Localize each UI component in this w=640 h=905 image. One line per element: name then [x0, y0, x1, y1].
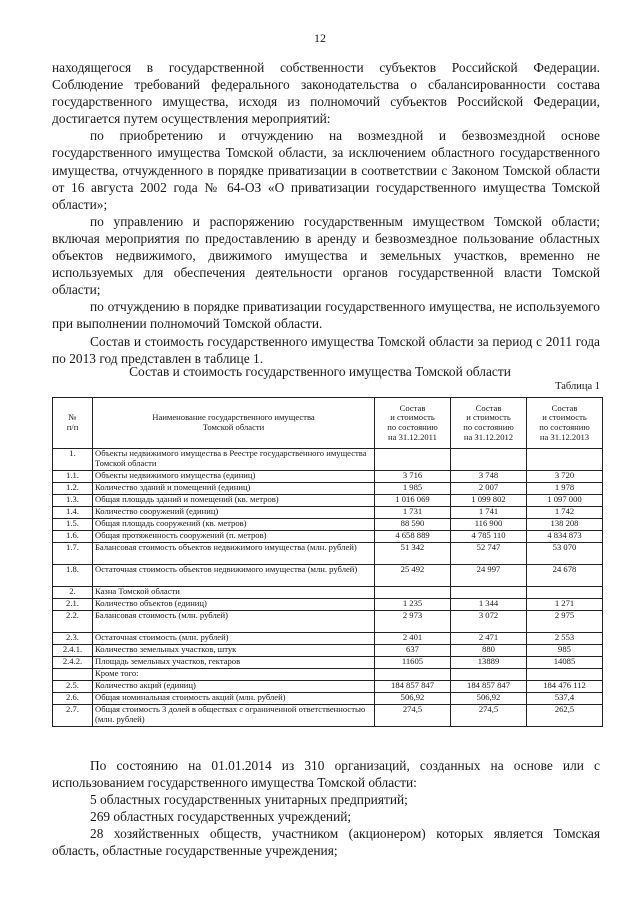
value-2012: 1 099 802: [451, 495, 527, 507]
paragraph-5: Состав и стоимость государственного имущества Томской области за период с 2011 года по 2013 год представлен в таблице 1.: [52, 333, 600, 366]
table-row: [53, 705, 603, 727]
header-2013: Состав и стоимость по состоянию на 31.12.2013: [527, 398, 603, 449]
value-2012: 274,5: [451, 705, 527, 727]
paragraph-3: по управлению и распоряжению государственным имуществом Томской области; включая мероприятия по предоставлению в аренду и безвозмездное пользование областных объектов недвижимого, движимого имущества и земельных участков, временно не используемых для обеспечения деятельности органов государственной власти Томской области;: [52, 213, 600, 298]
value-2012: 3 072: [451, 611, 527, 633]
row-number: 1.1.: [53, 471, 93, 483]
value-2012: 1 741: [451, 507, 527, 519]
table-row: [53, 669, 603, 681]
table-row: [53, 565, 603, 587]
row-name: Балансовая стоимость (млн. рублей): [93, 611, 375, 633]
value-2013: 1 742: [527, 507, 603, 519]
row-name: Казна Томской области: [93, 587, 375, 599]
table-label: Таблица 1: [555, 381, 600, 392]
row-name: Остаточная стоимость (млн. рублей): [93, 633, 375, 645]
value-2011: 637: [375, 645, 451, 657]
row-number: 1.5.: [53, 519, 93, 531]
value-2011: [375, 669, 451, 681]
value-2012: 4 785 110: [451, 531, 527, 543]
row-number: 1.4.: [53, 507, 93, 519]
row-name: Количество земельных участков, штук: [93, 645, 375, 657]
table-row: [53, 507, 603, 519]
row-name: Общая площадь зданий и помещений (кв. метров): [93, 495, 375, 507]
header-2012: Состав и стоимость по состоянию на 31.12.2012: [451, 398, 527, 449]
value-2012: [451, 449, 527, 471]
table-row: [53, 633, 603, 645]
row-name: Объекты недвижимого имущества в Реестре государственного имущества Томской области: [93, 449, 375, 471]
value-2011: 4 658 889: [375, 531, 451, 543]
row-name: Общая стоимость 3 долей в обществах с ограниченной ответственностью (млн. рублей): [93, 705, 375, 727]
row-number: 2.4.2.: [53, 657, 93, 669]
table-row: [53, 495, 603, 507]
row-number: [53, 669, 93, 681]
value-2011: 184 857 847: [375, 681, 451, 693]
header-2011: Состав и стоимость по состоянию на 31.12.2011: [375, 398, 451, 449]
value-2013: 138 208: [527, 519, 603, 531]
value-2011: [375, 587, 451, 599]
value-2011: 1 985: [375, 483, 451, 495]
value-2012: 116 900: [451, 519, 527, 531]
value-2011: 274,5: [375, 705, 451, 727]
page-number: 12: [314, 31, 326, 45]
property-table: [52, 397, 603, 727]
value-2013: 537,4: [527, 693, 603, 705]
value-2011: 2 973: [375, 611, 451, 633]
value-2013: 262,5: [527, 705, 603, 727]
value-2012: 52 747: [451, 543, 527, 565]
row-number: 1.: [53, 449, 93, 471]
row-name: Объекты недвижимого имущества (единиц): [93, 471, 375, 483]
value-2013: 2 553: [527, 633, 603, 645]
table-row: [53, 519, 603, 531]
value-2013: 53 070: [527, 543, 603, 565]
table-row: [53, 449, 603, 471]
value-2012: [451, 669, 527, 681]
value-2013: 2 975: [527, 611, 603, 633]
row-number: 2.5.: [53, 681, 93, 693]
row-number: 2.4.1.: [53, 645, 93, 657]
value-2012: 184 857 847: [451, 681, 527, 693]
value-2012: 880: [451, 645, 527, 657]
value-2013: 985: [527, 645, 603, 657]
table-row: [53, 483, 603, 495]
value-2013: 24 678: [527, 565, 603, 587]
value-2011: 11605: [375, 657, 451, 669]
value-2012: 13889: [451, 657, 527, 669]
paragraph-6: По состоянию на 01.01.2014 из 310 организаций, созданных на основе или с использованием государственного имущества Томской области:: [52, 758, 600, 791]
value-2013: [527, 669, 603, 681]
table-row: [53, 693, 603, 705]
value-2013: 14085: [527, 657, 603, 669]
paragraph-9: 28 хозяйственных обществ, участником (акционером) которых является Томская область, областные государственные учреждения;: [52, 826, 600, 859]
row-name: Количество акций (единиц): [93, 681, 375, 693]
value-2011: 25 492: [375, 565, 451, 587]
value-2012: 3 748: [451, 471, 527, 483]
row-number: 1.6.: [53, 531, 93, 543]
table-row: [53, 587, 603, 599]
value-2011: 1 016 069: [375, 495, 451, 507]
value-2011: 88 590: [375, 519, 451, 531]
row-number: 2.3.: [53, 633, 93, 645]
value-2012: [451, 587, 527, 599]
row-number: 1.3.: [53, 495, 93, 507]
row-number: 2.6.: [53, 693, 93, 705]
value-2011: 2 401: [375, 633, 451, 645]
row-number: 2.1.: [53, 599, 93, 611]
row-number: 1.7.: [53, 543, 93, 565]
value-2011: 51 342: [375, 543, 451, 565]
value-2013: 184 476 112: [527, 681, 603, 693]
table-row: [53, 543, 603, 565]
value-2013: 1 271: [527, 599, 603, 611]
paragraph-1: находящегося в государственной собственности субъектов Российской Федерации. Соблюдение требований федерального законодательства о сбалансированности состава государственного имущества, исходя из полномочий субъектов Российской Федерации, достигается путем осуществления мероприятий:: [52, 60, 600, 127]
row-name: Остаточная стоимость объектов недвижимого имущества (млн. рублей): [93, 565, 375, 587]
value-2011: 1 235: [375, 599, 451, 611]
row-name: Общая протяженность сооружений (п. метров): [93, 531, 375, 543]
row-name: Общая площадь сооружений (кв. метров): [93, 519, 375, 531]
table-row: [53, 657, 603, 669]
paragraph-7: 5 областных государственных унитарных предприятий;: [90, 792, 408, 808]
row-number: 1.8.: [53, 565, 93, 587]
value-2012: 24 997: [451, 565, 527, 587]
table-body: [53, 449, 603, 727]
value-2013: [527, 449, 603, 471]
table-row: [53, 471, 603, 483]
body-text: [52, 59, 600, 367]
paragraph-4: по отчуждению в порядке приватизации государственного имущества, не используемого при выполнении полномочий Томской области.: [52, 299, 600, 332]
value-2013: [527, 587, 603, 599]
table-row: [53, 681, 603, 693]
value-2011: 3 716: [375, 471, 451, 483]
table-row: [53, 611, 603, 633]
table-row: [53, 599, 603, 611]
value-2012: 2 471: [451, 633, 527, 645]
table-row: [53, 645, 603, 657]
row-name: Площадь земельных участков, гектаров: [93, 657, 375, 669]
row-name: Количество объектов (единиц): [93, 599, 375, 611]
header-name: Наименование государственного имущества Томской области: [93, 398, 375, 449]
header-num: № п/п: [53, 398, 93, 449]
value-2012: 506,92: [451, 693, 527, 705]
value-2012: 1 344: [451, 599, 527, 611]
value-2011: 1 731: [375, 507, 451, 519]
table-row: [53, 531, 603, 543]
value-2013: 1 097 000: [527, 495, 603, 507]
value-2013: 1 978: [527, 483, 603, 495]
value-2011: [375, 449, 451, 471]
row-number: 2.2.: [53, 611, 93, 633]
row-number: 2.7.: [53, 705, 93, 727]
table-header-row: [53, 398, 603, 449]
paragraph-2: по приобретению и отчуждению на возмездной и безвозмездной основе государственного имущества Томской области, за исключением областного государственного имущества, отчужденного в порядке приватизации в соответствии с Законом Томской области от 16 августа 2002 года № 64-ОЗ «О приватизации государственного имущества Томской области»;: [52, 128, 600, 212]
row-number: 1.2.: [53, 483, 93, 495]
row-name: Кроме того:: [93, 669, 375, 681]
paragraph-8: 269 областных государственных учреждений;: [90, 809, 352, 825]
row-name: Балансовая стоимость объектов недвижимого имущества (млн. рублей): [93, 543, 375, 565]
closing-text: [52, 757, 600, 860]
value-2013: 4 834 873: [527, 531, 603, 543]
row-name: Общая номинальная стоимость акций (млн. рублей): [93, 693, 375, 705]
value-2012: 2 007: [451, 483, 527, 495]
value-2013: 3 720: [527, 471, 603, 483]
table-title: Состав и стоимость государственного имущества Томской области: [129, 364, 511, 379]
row-name: Количество зданий и помещений (единиц): [93, 483, 375, 495]
row-name: Количество сооружений (единиц): [93, 507, 375, 519]
row-number: 2.: [53, 587, 93, 599]
value-2011: 506,92: [375, 693, 451, 705]
